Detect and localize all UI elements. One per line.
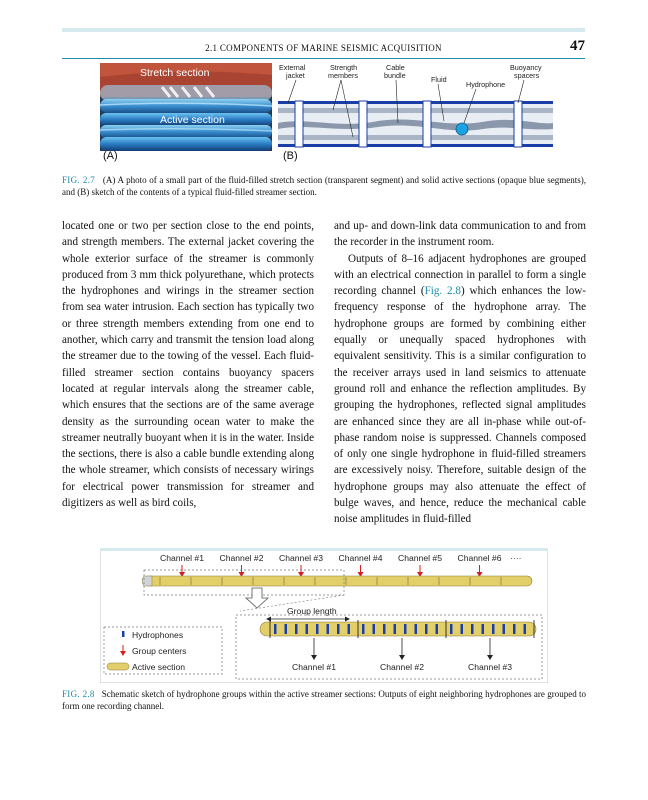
hydrophone: [436, 624, 439, 634]
body-paragraph-2: and up- and down-link data communication to and from the recorder in the instrument room.: [334, 220, 586, 249]
body-column-right: [334, 218, 586, 528]
figure-2-8-caption-label: FIG. 2.8: [62, 689, 95, 699]
hydrophone: [415, 624, 418, 634]
channel-ellipsis: ····: [510, 553, 522, 563]
figure-2-7-photo: [100, 63, 272, 151]
bottom-channel-label: Channel #3: [468, 662, 512, 672]
hydrophone: [373, 624, 376, 634]
top-channel-label: Channel #3: [279, 553, 323, 563]
running-header: [62, 38, 585, 58]
hydrophone: [482, 624, 485, 634]
panel-a-label: (A): [103, 150, 118, 162]
figure-2-8-reference-link[interactable]: Fig. 2.8: [424, 285, 461, 298]
hydrophone: [295, 624, 298, 634]
header-underline: [62, 58, 585, 59]
hydrophone: [337, 624, 340, 634]
body-paragraph-3-end: ) which enhances the low-frequency response of the hydrophone array. The hydrophone groups are formed by combining either equally or unequally spaced hydrophones with equivalent sensitivity. This is a similar configuration to the receiver arrays used in land seismics to attenuate ground roll and enhance the reflection amplitudes. By grouping the hydrophones, reflected signal amplitudes are enhanced since they are all in-phase while out-of-phase random noise is suppressed. Channels composed of only one single hydrophone in fluid-filled streamers are excessively noisy. Therefore, suitable design of the hydrophone groups may also attenuate the effect of bulge waves, and hence, reduce the mechanical cable noise amplitudes in fluid-filled: [334, 285, 586, 526]
top-channel-label: Channel #2: [219, 553, 264, 563]
bottom-channel-label: Channel #2: [380, 662, 424, 672]
legend-active-section-swatch: [107, 663, 129, 670]
hydrophone: [461, 624, 464, 634]
hydrophone: [285, 624, 288, 634]
hydrophone: [383, 624, 386, 634]
figure-2-8-caption-text: Schematic sketch of hydrophone groups within the active streamer sections: Outputs of eight neighboring hydrophones are grouped to form one recording channel.: [62, 689, 587, 711]
running-header-title: 2.1 COMPONENTS OF MARINE SEISMIC ACQUISITION: [205, 43, 442, 53]
hydrophone: [513, 624, 516, 634]
buoyancy-spacers-label-2: spacers: [514, 71, 540, 80]
cable-bundle-label-2: bundle: [384, 71, 406, 80]
body-paragraph-1: located one or two per section close to the end points, and strength members. The external jacket covering the whole exterior surface of the streamer is commonly produced from 3 mm thick polyurethane, which protects the hydrophones and wirings in the streamer section from sea water intrusion. Each section has typically two or three strength members extending from one end to another, which carry and transmit the tension load along the streamer due to the towing of the vessel. Each fluid-filled streamer section contains buoyancy spacers located at regular intervals along the streamer cable, which ensures that the sections are of the same average density as the surrounding ocean water to make the streamer neutrally buoyant when it is in the water. Inside the sections, there is also a cable bundle extending along the whole streamer, which consists of necessary wirings for electrical power transmission for streamer and digitizers as well as bird coils,: [62, 220, 315, 510]
fluid-label: Fluid: [431, 75, 447, 84]
page-number: 47: [570, 38, 585, 54]
header-rule: [62, 28, 585, 32]
hydrophone: [524, 624, 527, 634]
strength-members-label-2: members: [328, 71, 358, 80]
legend-hydrophones: Hydrophones: [132, 630, 184, 640]
figure-2-7-caption: [62, 174, 586, 198]
legend-hydrophone-swatch: [122, 631, 125, 637]
hydrophone: [327, 624, 330, 634]
group-length-label: Group length: [287, 606, 337, 616]
strength-members-label-1: Strength: [330, 63, 358, 72]
hydrophone: [503, 624, 506, 634]
hydrophone: [348, 624, 351, 634]
figure-2-7-sketch: [278, 63, 553, 155]
hydrophone: [362, 624, 365, 634]
hydrophone: [306, 624, 309, 634]
hydrophone: [471, 624, 474, 634]
top-channel-label: Channel #6: [457, 553, 502, 563]
hydrophone: [450, 624, 453, 634]
stretch-section-label: Stretch section: [140, 67, 210, 79]
buoyancy-spacers-label-1: Buoyancy: [510, 63, 542, 72]
body-column-left: [62, 218, 314, 511]
panel-b-label: (B): [283, 150, 298, 162]
top-channel-label: Channel #5: [398, 553, 442, 563]
bottom-channel-label: Channel #1: [292, 662, 336, 672]
hydrophone: [492, 624, 495, 634]
hydrophone: [316, 624, 319, 634]
hydrophone: [425, 624, 428, 634]
hydrophone: [404, 624, 407, 634]
body-paragraph-3: [334, 251, 586, 528]
figure-2-7-caption-text: (A) A photo of a small part of the fluid-filled stretch section (transparent segment) and solid active sections (opaque blue segments), and (B) sketch of the contents of a typical fluid-filled streamer section.: [62, 175, 586, 197]
hydrophone: [274, 624, 277, 634]
legend-active-section: Active section: [132, 662, 186, 672]
hydrophone-label: Hydrophone: [466, 80, 506, 89]
figure-2-8-caption: [62, 688, 586, 712]
top-channel-label: Channel #4: [338, 553, 383, 563]
external-jacket-label-2: jacket: [286, 71, 305, 80]
figure-2-7-caption-label: FIG. 2.7: [62, 175, 96, 185]
legend-group-centers: Group centers: [132, 646, 187, 656]
hydrophone: [394, 624, 397, 634]
active-section-label: Active section: [160, 114, 225, 126]
external-jacket-label-1: External: [279, 63, 306, 72]
top-channel-label: Channel #1: [160, 553, 204, 563]
figure-2-8: [100, 548, 548, 683]
body-paragraph-3-start: Outputs of 8–16 adjacent hydrophones are grouped with an electrical connection in parallel to form a single recording channel (: [334, 252, 586, 298]
cable-bundle-label-1: Cable: [386, 63, 405, 72]
